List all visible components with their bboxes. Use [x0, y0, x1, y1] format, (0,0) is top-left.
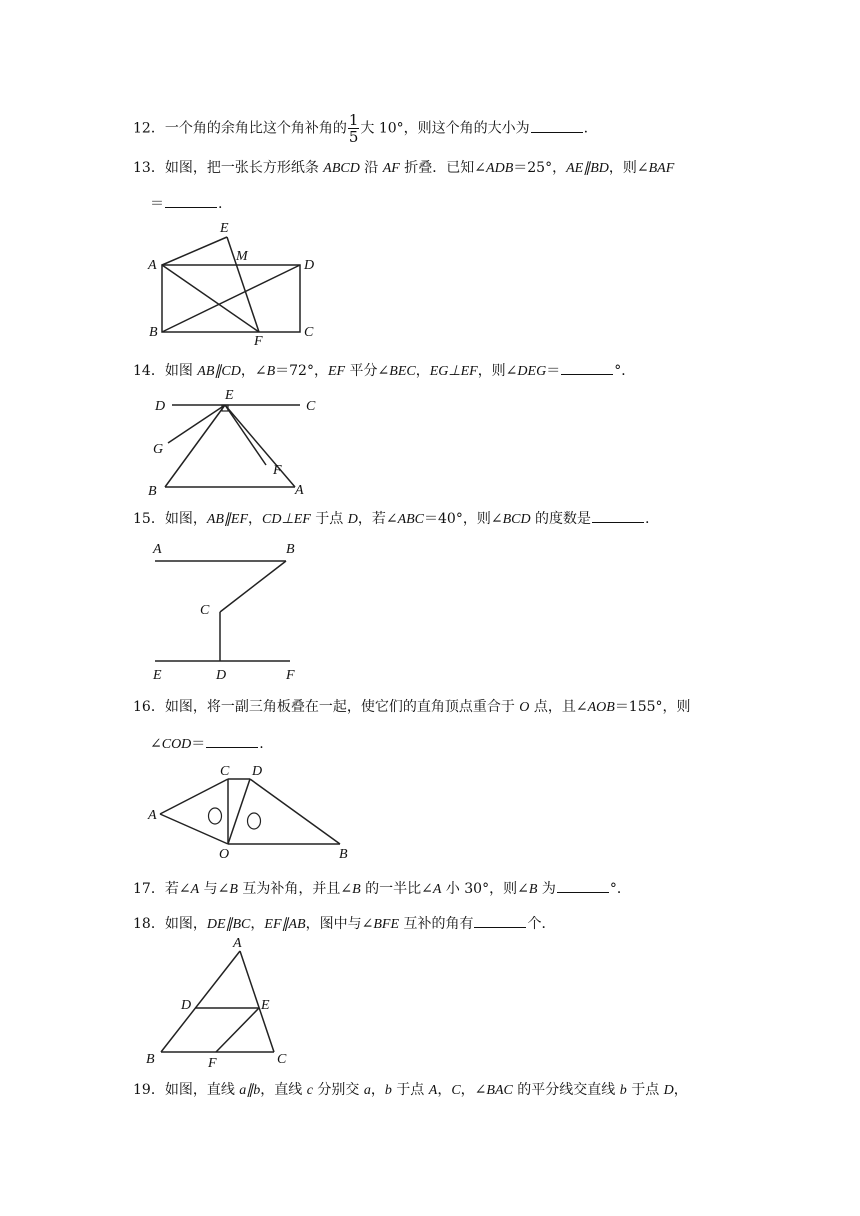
- label-D: D: [181, 998, 192, 1013]
- question-number: 16．: [133, 699, 165, 715]
- figure-q15: [140, 536, 340, 686]
- question-17: 17．若∠A 与∠B 互为补角，并且∠B 的一半比∠A 小 30°，则∠B 为 °．: [133, 878, 631, 899]
- answer-blank[interactable]: [165, 193, 217, 208]
- question-13-line2: ＝ .: [150, 193, 222, 213]
- label-B: B: [148, 484, 157, 499]
- figure-q16: [140, 760, 360, 862]
- label-C: C: [200, 603, 210, 618]
- question-number: 12．: [133, 120, 165, 137]
- label-F: F: [286, 668, 295, 683]
- label-D: D: [304, 258, 315, 273]
- label-F: F: [208, 1056, 217, 1071]
- answer-blank[interactable]: [531, 118, 583, 133]
- label-C: C: [306, 399, 316, 414]
- question-18: 18．如图，DE∥BC，EF∥AB，图中与∠BFE 互补的角有 个．: [133, 913, 555, 934]
- question-number: 14．: [133, 363, 165, 379]
- label-B: B: [146, 1052, 155, 1067]
- question-15: 15．如图，AB∥EF，CD⊥EF 于点 D，若∠ABC＝40°，则∠BCD 的度数是 .: [133, 508, 649, 529]
- label-D: D: [216, 668, 227, 683]
- label-M: M: [236, 249, 248, 264]
- answer-blank[interactable]: [474, 913, 526, 928]
- label-B: B: [149, 325, 158, 340]
- fraction: $\frac{1}{5}$: [348, 111, 359, 146]
- label-A: A: [233, 936, 242, 951]
- question-14: 14．如图 AB∥CD，∠B＝72°，EF 平分∠BEC，EG⊥EF，则∠DEG＝ °．: [133, 360, 635, 381]
- label-C: C: [304, 325, 314, 340]
- question-number: 17．: [133, 881, 165, 897]
- figure-q18: [140, 934, 320, 1069]
- answer-blank[interactable]: [557, 878, 609, 893]
- figure-q13: [140, 218, 340, 348]
- answer-blank[interactable]: [206, 733, 258, 748]
- question-19: 19．如图，直线 a∥b，直线 c 分别交 a，b 于点 A，C，∠BAC 的平分线交直线 b 于点 D，: [133, 1082, 688, 1098]
- answer-blank[interactable]: [561, 360, 613, 375]
- label-C: C: [220, 764, 230, 779]
- label-A: A: [148, 258, 157, 273]
- label-D: D: [252, 764, 263, 779]
- question-13: 13．如图，把一张长方形纸条 ABCD 沿 AF 折叠．已知∠ADB＝25°，AE∥BD，则∠BAF: [133, 160, 675, 176]
- label-A: A: [295, 483, 304, 498]
- question-number: 18．: [133, 916, 165, 932]
- answer-blank[interactable]: [592, 508, 644, 523]
- question-12: 12．一个角的余角比这个角补角的 $\frac{1}{5}$ 大 10°，则这个角的大小为 .: [133, 111, 589, 146]
- label-E: E: [225, 388, 234, 403]
- label-B: B: [339, 847, 348, 862]
- question-16-line2: ∠COD＝ .: [150, 733, 264, 754]
- label-B: B: [286, 542, 295, 557]
- figure-q14: [140, 386, 340, 498]
- label-C: C: [277, 1052, 287, 1067]
- question-number: 15．: [133, 511, 165, 527]
- label-F: F: [254, 334, 263, 349]
- label-A: A: [148, 808, 157, 823]
- question-number: 19．: [133, 1082, 165, 1098]
- question-number: 13．: [133, 160, 165, 176]
- label-G: G: [153, 442, 164, 457]
- label-E: E: [261, 998, 270, 1013]
- label-O: O: [219, 847, 230, 862]
- question-16: 16．如图，将一副三角板叠在一起，使它们的直角顶点重合于 O 点，且∠AOB＝155°，则: [133, 699, 691, 715]
- label-D: D: [155, 399, 166, 414]
- label-E: E: [153, 668, 162, 683]
- label-A: A: [153, 542, 162, 557]
- label-E: E: [220, 221, 229, 236]
- label-F: F: [273, 463, 282, 478]
